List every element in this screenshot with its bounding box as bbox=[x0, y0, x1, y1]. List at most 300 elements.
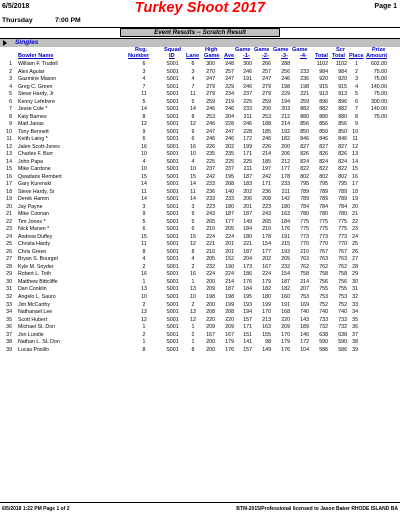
place: 26 bbox=[6, 248, 12, 255]
lane: 10 bbox=[190, 166, 196, 173]
high-game: 233 bbox=[206, 196, 215, 203]
game-2: 257 bbox=[262, 68, 271, 75]
table-row[interactable] bbox=[0, 264, 400, 272]
col-game2-line1: Game bbox=[254, 47, 270, 53]
squad-id: S001 bbox=[166, 68, 179, 75]
bowler-name: Kenny Lefebvre bbox=[18, 98, 55, 105]
table-row[interactable] bbox=[0, 294, 400, 302]
game-3: 178 bbox=[281, 173, 290, 180]
high-game: 242 bbox=[206, 173, 215, 180]
game-4: 740 bbox=[300, 309, 309, 316]
average: 219 bbox=[225, 98, 234, 105]
high-game: 265 bbox=[206, 218, 215, 225]
table-row[interactable] bbox=[0, 136, 400, 144]
col-game4: -4- bbox=[300, 52, 307, 59]
total: 590 bbox=[319, 339, 328, 346]
table-row[interactable] bbox=[0, 76, 400, 84]
squad-id: S001 bbox=[166, 83, 179, 90]
scratch-total: 802 bbox=[338, 173, 347, 180]
place: 12 bbox=[6, 143, 12, 150]
game-1: 221 bbox=[243, 241, 252, 248]
lane: 5 bbox=[191, 218, 195, 225]
scratch-total: 758 bbox=[338, 271, 347, 278]
high-game: 200 bbox=[206, 339, 215, 346]
squad-id: S001 bbox=[166, 196, 179, 203]
place: 14 bbox=[6, 158, 12, 165]
average: 167 bbox=[225, 331, 234, 338]
lane: 1 bbox=[191, 324, 195, 331]
squad-id: S001 bbox=[166, 113, 179, 120]
game-3: 182 bbox=[281, 286, 290, 293]
total: 920 bbox=[319, 76, 328, 83]
table-row[interactable] bbox=[0, 144, 400, 152]
game-4: 762 bbox=[300, 263, 309, 270]
bowler-name: Nathanael Lee bbox=[18, 309, 53, 316]
bowler-name: Jesse Cole * bbox=[18, 106, 48, 113]
total: 638 bbox=[319, 331, 328, 338]
high-game: 208 bbox=[206, 309, 215, 316]
high-game: 220 bbox=[206, 316, 215, 323]
average: 190 bbox=[225, 263, 234, 270]
bowler-name: Matthew Bittcliffe bbox=[18, 278, 58, 285]
total: 752 bbox=[319, 301, 328, 308]
table-row[interactable] bbox=[0, 84, 400, 92]
bowler-name: Alex Aguiar bbox=[18, 68, 45, 75]
lane: 1 bbox=[191, 339, 195, 346]
table-row[interactable] bbox=[0, 61, 400, 69]
squad-id: S001 bbox=[166, 188, 179, 195]
squad-id: S001 bbox=[166, 218, 179, 225]
game-1: 171 bbox=[243, 324, 252, 331]
place-rank: 7 bbox=[355, 106, 358, 113]
game-1: 199 bbox=[243, 143, 252, 150]
lane: 2 bbox=[191, 301, 195, 308]
footer-divider bbox=[0, 502, 400, 503]
lane: 15 bbox=[190, 173, 196, 180]
table-row[interactable] bbox=[0, 69, 400, 77]
table-row[interactable] bbox=[0, 279, 400, 287]
expand-caret-icon[interactable] bbox=[3, 40, 7, 46]
bowler-name: Keith Laing * bbox=[18, 136, 48, 143]
place-rank: 4 bbox=[355, 83, 358, 90]
col-place: Place bbox=[349, 52, 364, 59]
scratch-total: 773 bbox=[338, 233, 347, 240]
place-rank: 17 bbox=[352, 181, 358, 188]
table-row[interactable] bbox=[0, 317, 400, 325]
game-3: 215 bbox=[281, 241, 290, 248]
place-rank: 34 bbox=[352, 309, 358, 316]
place: 9 bbox=[9, 121, 12, 128]
table-row[interactable] bbox=[0, 286, 400, 294]
table-row[interactable] bbox=[0, 166, 400, 174]
game-4: 214 bbox=[300, 278, 309, 285]
squad-id: S001 bbox=[166, 181, 179, 188]
average: 247 bbox=[225, 128, 234, 135]
place-rank: 32 bbox=[352, 293, 358, 300]
squad-id: S001 bbox=[166, 346, 179, 353]
table-row[interactable] bbox=[0, 204, 400, 212]
reg-number: 5 bbox=[142, 98, 146, 105]
game-2: 154 bbox=[262, 241, 271, 248]
game-4: 172 bbox=[300, 339, 309, 346]
game-4: 753 bbox=[300, 293, 309, 300]
bowler-name: Gary Kurenski bbox=[18, 181, 52, 188]
table-row[interactable] bbox=[0, 151, 400, 159]
bowler-name: Mike Cardone bbox=[18, 166, 51, 173]
bowler-name: Jon Lundie bbox=[18, 331, 44, 338]
game-4: 789 bbox=[300, 196, 309, 203]
game-4: 770 bbox=[300, 241, 309, 248]
game-4: 233 bbox=[300, 68, 309, 75]
lane: 1 bbox=[191, 278, 195, 285]
reg-number: 11 bbox=[141, 188, 147, 195]
game-1: 195 bbox=[243, 293, 252, 300]
reg-number: 7 bbox=[142, 83, 146, 90]
col-prize-line2: Amount bbox=[366, 52, 388, 59]
section-bar[interactable] bbox=[0, 39, 400, 47]
table-row[interactable] bbox=[0, 189, 400, 197]
game-4: 784 bbox=[300, 203, 309, 210]
lane: 10 bbox=[190, 151, 196, 158]
high-game: 226 bbox=[206, 143, 215, 150]
squad-id: S001 bbox=[166, 166, 179, 173]
squad-id: S001 bbox=[166, 301, 179, 308]
average: 204 bbox=[225, 113, 234, 120]
squad-id: S001 bbox=[166, 91, 179, 98]
lane: 16 bbox=[190, 143, 196, 150]
reg-number: 10 bbox=[141, 293, 147, 300]
scratch-total: 795 bbox=[338, 181, 347, 188]
total: 767 bbox=[319, 248, 328, 255]
table-row[interactable] bbox=[0, 106, 400, 114]
squad-id: S001 bbox=[166, 61, 179, 67]
scratch-total: 827 bbox=[338, 143, 347, 150]
lane: 2 bbox=[191, 263, 195, 270]
place-rank: 22 bbox=[352, 218, 358, 225]
game-2: 279 bbox=[262, 91, 271, 98]
table-row[interactable] bbox=[0, 271, 400, 279]
table-row[interactable] bbox=[0, 114, 400, 122]
bowler-name: John Papa bbox=[18, 158, 44, 165]
lane: 8 bbox=[191, 346, 195, 353]
bowler-name: Nathan L. St. Don bbox=[18, 339, 60, 346]
high-game: 237 bbox=[206, 166, 215, 173]
place-rank: 38 bbox=[352, 339, 358, 346]
lane: 6 bbox=[191, 226, 195, 233]
table-row[interactable] bbox=[0, 226, 400, 234]
col-avg: Ave bbox=[224, 52, 235, 59]
high-game: 236 bbox=[206, 188, 215, 195]
table-row[interactable] bbox=[0, 129, 400, 137]
high-game: 198 bbox=[206, 293, 215, 300]
squad-id: S001 bbox=[166, 309, 179, 316]
bowler-name: Nick Manen * bbox=[18, 226, 50, 233]
reg-number: 16 bbox=[141, 143, 147, 150]
total: 789 bbox=[319, 196, 328, 203]
game-2: 98 bbox=[265, 339, 271, 346]
place: 8 bbox=[9, 113, 12, 120]
bowler-name: Andrew Duffey bbox=[18, 233, 53, 240]
game-2: 247 bbox=[262, 76, 271, 83]
game-1: 193 bbox=[243, 301, 252, 308]
total: 913 bbox=[319, 91, 328, 98]
average: 201 bbox=[225, 241, 234, 248]
scratch-total: 789 bbox=[338, 188, 347, 195]
total: 827 bbox=[319, 143, 328, 150]
game-4: 236 bbox=[300, 76, 309, 83]
place-rank: 11 bbox=[352, 136, 358, 143]
high-game: 246 bbox=[206, 136, 215, 143]
table-row[interactable] bbox=[0, 241, 400, 249]
game-2: 226 bbox=[262, 143, 271, 150]
place-rank: 12 bbox=[352, 143, 358, 150]
squad-id: S001 bbox=[166, 203, 179, 210]
table-row[interactable] bbox=[0, 302, 400, 310]
prize-amount: 75.00 bbox=[373, 76, 387, 83]
scratch-total: 1102 bbox=[335, 61, 347, 67]
footer-left: 6/5/2018 1:22 PM Page 1 of 2 bbox=[2, 506, 70, 512]
footer-right: BTM-2015/Professional licensed to Jason Baker RHODE ISLAND BA bbox=[236, 506, 398, 512]
table-row[interactable] bbox=[0, 324, 400, 332]
scratch-total: 780 bbox=[338, 211, 347, 218]
high-game: 223 bbox=[206, 203, 215, 210]
game-1: 300 bbox=[243, 61, 252, 67]
place: 38 bbox=[6, 339, 12, 346]
reg-number: 1 bbox=[142, 324, 146, 331]
total: 780 bbox=[319, 211, 328, 218]
place: 1 bbox=[9, 61, 12, 67]
table-row[interactable] bbox=[0, 174, 400, 182]
place: 6 bbox=[9, 98, 12, 105]
col-total: Total bbox=[315, 52, 328, 59]
place-rank: 13 bbox=[352, 151, 358, 158]
bowler-name: Jim McCarthy bbox=[18, 301, 51, 308]
reg-number: 9 bbox=[142, 128, 146, 135]
game-3: 229 bbox=[281, 91, 290, 98]
high-game: 233 bbox=[206, 181, 215, 188]
squad-id: S001 bbox=[166, 158, 179, 165]
average: 187 bbox=[225, 211, 234, 218]
reg-number: 4 bbox=[142, 256, 146, 263]
place-rank: 23 bbox=[352, 226, 358, 233]
table-row[interactable] bbox=[0, 99, 400, 107]
game-3: 233 bbox=[281, 181, 290, 188]
game-3: 203 bbox=[281, 106, 290, 113]
game-1: 202 bbox=[243, 188, 252, 195]
table-row[interactable] bbox=[0, 339, 400, 347]
reg-number: 2 bbox=[142, 331, 146, 338]
squad-id: S001 bbox=[166, 241, 179, 248]
scratch-total: 752 bbox=[338, 301, 347, 308]
place: 31 bbox=[6, 286, 12, 293]
game-4: 210 bbox=[300, 248, 309, 255]
average: 176 bbox=[225, 346, 234, 353]
col-reg-line2: Number bbox=[128, 52, 150, 59]
place-rank: 24 bbox=[352, 233, 358, 240]
average: 205 bbox=[225, 226, 234, 233]
game-2: 223 bbox=[262, 203, 271, 210]
game-3: 182 bbox=[281, 136, 290, 143]
bowler-name: Jay Payne bbox=[18, 203, 43, 210]
total: 1102 bbox=[316, 61, 328, 67]
squad-id: S001 bbox=[166, 106, 179, 113]
total: 586 bbox=[319, 346, 328, 353]
place: 2 bbox=[9, 68, 12, 75]
place-rank: 31 bbox=[352, 286, 358, 293]
reg-number: 1 bbox=[142, 339, 146, 346]
lane: 11 bbox=[190, 188, 196, 195]
average: 237 bbox=[225, 166, 234, 173]
high-game: 243 bbox=[206, 211, 215, 218]
game-3: 154 bbox=[281, 271, 290, 278]
total: 915 bbox=[319, 83, 328, 90]
place: 29 bbox=[6, 271, 12, 278]
game-4: 822 bbox=[300, 166, 309, 173]
reg-number: 13 bbox=[141, 309, 147, 316]
game-1: 206 bbox=[243, 196, 252, 203]
game-1: 183 bbox=[243, 181, 252, 188]
place: 4 bbox=[9, 83, 12, 90]
game-1: 171 bbox=[243, 151, 252, 158]
place-rank: 35 bbox=[352, 316, 358, 323]
game-4: 758 bbox=[300, 271, 309, 278]
average: 198 bbox=[225, 293, 234, 300]
game-4: 856 bbox=[300, 121, 309, 128]
high-game: 235 bbox=[206, 151, 215, 158]
game-1: 246 bbox=[243, 121, 252, 128]
game-3: 246 bbox=[281, 76, 290, 83]
table-row[interactable] bbox=[0, 91, 400, 99]
game-1: 186 bbox=[243, 271, 252, 278]
scratch-total: 755 bbox=[338, 286, 347, 293]
bowler-name: William F. Trudell bbox=[18, 61, 58, 67]
table-row[interactable] bbox=[0, 347, 400, 355]
prize-amount: 75.00 bbox=[373, 91, 387, 98]
prize-amount: 75.00 bbox=[373, 113, 387, 120]
total: 789 bbox=[319, 188, 328, 195]
table-row[interactable] bbox=[0, 121, 400, 129]
total: 882 bbox=[319, 106, 328, 113]
game-1: 246 bbox=[243, 68, 252, 75]
table-row[interactable] bbox=[0, 256, 400, 264]
game-2: 259 bbox=[262, 98, 271, 105]
col-game3: -3- bbox=[281, 52, 288, 59]
game-1: 172 bbox=[243, 136, 252, 143]
game-4: 198 bbox=[300, 83, 309, 90]
table-row[interactable] bbox=[0, 332, 400, 340]
bowler-name: Jalen Scott-Jones bbox=[18, 143, 60, 150]
scratch-total: 846 bbox=[338, 136, 347, 143]
total: 784 bbox=[319, 203, 328, 210]
scratch-total: 590 bbox=[338, 339, 347, 346]
total: 824 bbox=[319, 158, 328, 165]
game-1: 149 bbox=[243, 218, 252, 225]
lane: 14 bbox=[190, 181, 196, 188]
game-1: 225 bbox=[243, 158, 252, 165]
average: 225 bbox=[225, 158, 234, 165]
table-row[interactable] bbox=[0, 309, 400, 317]
table-row[interactable] bbox=[0, 181, 400, 189]
game-2: 177 bbox=[262, 248, 271, 255]
scratch-total: 586 bbox=[338, 346, 347, 353]
game-2: 202 bbox=[262, 256, 271, 263]
game-2: 266 bbox=[262, 61, 271, 67]
bowler-name: Lucas Posillo bbox=[18, 346, 49, 353]
total: 773 bbox=[319, 233, 328, 240]
bowler-name: Qwadaris Rembert bbox=[18, 173, 62, 180]
game-4: 104 bbox=[300, 346, 309, 353]
game-3: 184 bbox=[281, 218, 290, 225]
scratch-total: 732 bbox=[338, 324, 347, 331]
place-rank: 18 bbox=[352, 188, 358, 195]
reg-number: 11 bbox=[141, 91, 147, 98]
total: 758 bbox=[319, 271, 328, 278]
place: 16 bbox=[6, 173, 12, 180]
reg-number: 8 bbox=[142, 113, 146, 120]
high-game: 247 bbox=[206, 76, 215, 83]
place-rank: 9 bbox=[355, 121, 358, 128]
game-2: 236 bbox=[262, 188, 271, 195]
total: 753 bbox=[319, 293, 328, 300]
place: 32 bbox=[6, 293, 12, 300]
scratch-total: 920 bbox=[338, 76, 347, 83]
section-title: Singles bbox=[15, 39, 39, 46]
game-1: 225 bbox=[243, 98, 252, 105]
place: 27 bbox=[6, 256, 12, 263]
game-4: 775 bbox=[300, 226, 309, 233]
reg-number: 13 bbox=[141, 286, 147, 293]
average: 180 bbox=[225, 203, 234, 210]
game-4: 882 bbox=[300, 106, 309, 113]
reg-number: 4 bbox=[142, 158, 146, 165]
game-1: 184 bbox=[243, 286, 252, 293]
place-rank: 36 bbox=[352, 324, 358, 331]
average: 246 bbox=[225, 106, 234, 113]
table-row[interactable] bbox=[0, 219, 400, 227]
game-2: 279 bbox=[262, 83, 271, 90]
average: 228 bbox=[225, 121, 234, 128]
game-4: 850 bbox=[300, 128, 309, 135]
bowler-name: Steve Hardy, Sr bbox=[18, 188, 55, 195]
table-row[interactable] bbox=[0, 196, 400, 204]
game-4: 763 bbox=[300, 256, 309, 263]
squad-id: S001 bbox=[166, 263, 179, 270]
average: 208 bbox=[225, 309, 234, 316]
reg-number: 6 bbox=[142, 226, 146, 233]
high-game: 279 bbox=[206, 91, 215, 98]
session-day: Thursday bbox=[2, 17, 33, 24]
table-row[interactable] bbox=[0, 159, 400, 167]
scratch-total: 824 bbox=[338, 158, 347, 165]
table-row[interactable] bbox=[0, 249, 400, 257]
prize-amount: 140.00 bbox=[370, 106, 387, 113]
lane: 14 bbox=[190, 196, 196, 203]
game-4: 189 bbox=[300, 324, 309, 331]
col-lane: Lane bbox=[186, 52, 200, 59]
place: 30 bbox=[6, 278, 12, 285]
session-time: 7:00 PM bbox=[55, 17, 81, 24]
game-2: 213 bbox=[262, 316, 271, 323]
average: 177 bbox=[225, 218, 234, 225]
game-3: 142 bbox=[281, 196, 290, 203]
squad-id: S001 bbox=[166, 286, 179, 293]
col-game1-line1: Game bbox=[235, 47, 251, 53]
place: 25 bbox=[6, 241, 12, 248]
table-row[interactable] bbox=[0, 234, 400, 242]
squad-id: S001 bbox=[166, 98, 179, 105]
table-row[interactable] bbox=[0, 211, 400, 219]
col-squad-line2: ID bbox=[169, 52, 175, 59]
